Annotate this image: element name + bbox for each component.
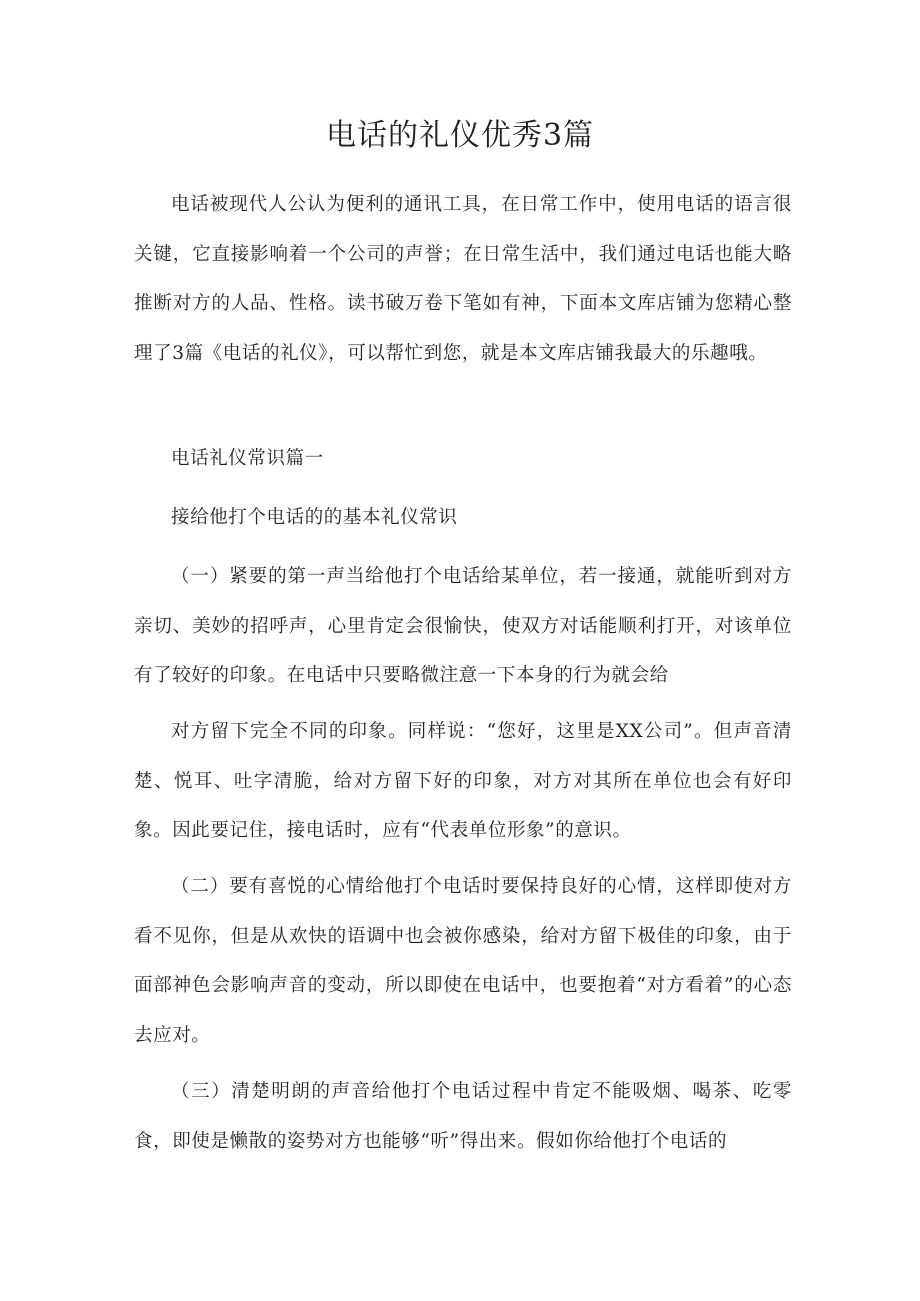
intro-paragraph: 电话被现代人公认为便利的通讯工具，在日常工作中，使用电话的语言很关键，它直接影响着一个公司的声誉；在日常生活中，我们通过电话也能大略推断对方的人品、性格。读书破万卷下笔如有神，下面本文库店铺为您精心整理了3篇《电话的礼仪》，可以帮忙到您，就是本文库店铺我最大的乐趣哦。 [134,194,792,364]
page-title: 电话的礼仪优秀3篇 [325,118,595,153]
sub-heading: 接给他打个电话的的基本礼仪常识 [171,507,458,528]
point-2-paragraph: （二）要有喜悦的心情给他打个电话时要保持良好的心情，这样即使对方看不见你，但是从欢快的语调中也会被你感染，给对方留下极佳的印象，由于面部神色会影响声音的变动，所以即使在电话中，也要抱着“对方看着”的心态去应对。 [134,876,792,1046]
point-1-continuation-paragraph: 对方留下完全不同的印象。同样说：“您好，这里是XX公司”。但声音清楚、悦耳、吐字清脆，给对方留下好的印象，对方对其所在单位也会有好印象。因此要记住，接电话时，应有“代表单位形象”的意识。 [134,721,792,841]
point-1-paragraph: （一）紧要的第一声当给他打个电话给某单位，若一接通，就能听到对方亲切、美妙的招呼声，心里肯定会很愉快，使双方对话能顺利打开，对该单位有了较好的印象。在电话中只要略微注意一下本身的行为就会给 [134,566,792,686]
point-3-paragraph: （三）清楚明朗的声音给他打个电话过程中肯定不能吸烟、喝茶、吃零食，即使是懒散的姿势对方也能够“听”得出来。假如你给他打个电话的 [134,1081,792,1152]
section-heading: 电话礼仪常识篇一 [171,448,324,469]
